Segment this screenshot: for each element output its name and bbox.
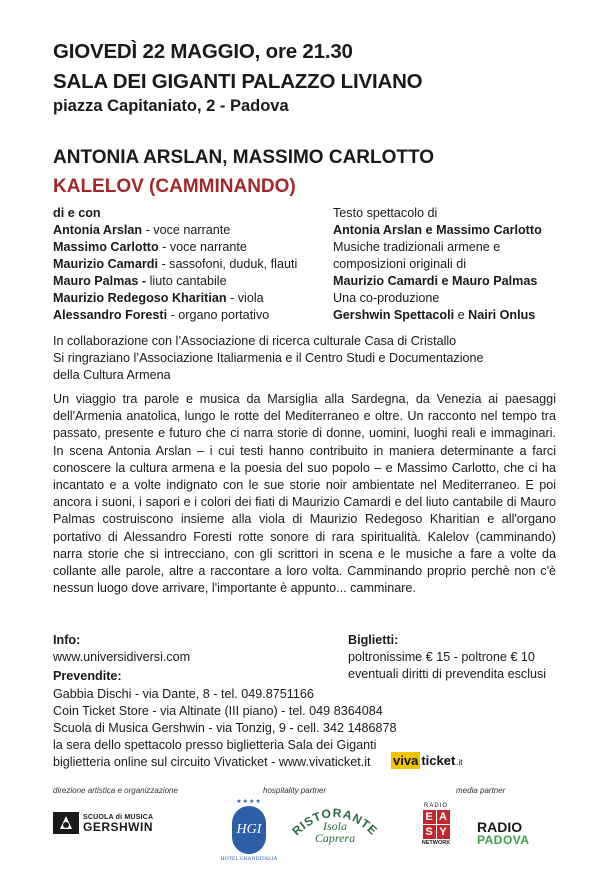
gershwin-logo: SCUOLA di MUSICA GERSHWIN: [53, 812, 153, 834]
cast-member: Maurizio Redegoso Kharitian - viola: [53, 291, 264, 305]
collaboration-notes: In collaborazione con l’Associazione di ricerca culturale Casa di Cristallo Si ringraziano l’Associazione Italiarmenia e il Centro Studi e Documentazione della Cultura Armena: [53, 334, 484, 382]
tickets-label: Biglietti:: [348, 633, 399, 647]
vivaticket-logo: viva ticket .it: [393, 752, 463, 768]
radio-padova-logo: RADIO PADOVA: [477, 819, 530, 847]
music-label: composizioni originali di: [333, 257, 466, 271]
cast-member: Maurizio Camardi - sassofoni, duduk, flauti: [53, 257, 298, 271]
credits: Testo spettacolo di Antonia Arslan e Massimo Carlotto Musiche tradizionali armene e composizioni originali di Maurizio Camardi e Mauro Palmas Una co-produzione Gershwin Spettacoli e Nairi Onlus: [333, 205, 573, 324]
radio-easy-logo: RADIO E A S Y NETWORK: [421, 803, 451, 846]
media-caption: media partner: [456, 786, 506, 795]
presale-point: Gabbia Dischi - via Dante, 8 - tel. 049.8751166: [53, 687, 314, 701]
presale-point: la sera dello spettacolo presso biglietteria Sala dei Giganti: [53, 738, 377, 752]
cast-member: Massimo Carlotto - voce narrante: [53, 240, 247, 254]
ticket-note: eventuali diritti di prevendita esclusi: [348, 667, 547, 681]
show-description: Un viaggio tra parole e musica da Marsiglia alla Sardegna, da Venezia ai paesaggi dell'Armenia anatolica, lungo le rotte del Mediterraneo e oltre. Un racconto nel tempo tra passato, presente e futuro che ci narra storie di donne, uomini, luoghi reali e immaginari. In scena Antonia Arslan – i cui testi hanno contribuito in maniera determinante a farci conoscere la cultura armena e la poesia del suo popolo – e Massimo Carlotto, che ci ha incantato e a volte indignato con le sue storie noir ambientate nel Mediterraneo. E poi ancora i suoni, i sapori e i colori dei fiati di Maurizio Camardi e del liuto cantabile di Mauro Palmas costruiscono insieme alla viola di Maurizio Redegoso Kharitian e all'organo portativo di Alessandro Foresti rotte sonore di rara spiritualità. Kalelov (camminando) narra storie che si intrecciano, con gli scrittori in scena e le musiche a fare a volte da collante alle parole, altre a raccontare a loro volta. Camminando proprio perchè non c'è nessun luogo dove arrivare, l'importante è appunto... camminare.: [53, 392, 556, 596]
presale-point: Coin Ticket Store - via Altinate (III piano) - tel. 049 8364084: [53, 704, 383, 718]
presales-label: Prevendite:: [53, 669, 122, 683]
cast-heading: di e con: [53, 206, 101, 220]
text-authors: Antonia Arslan e Massimo Carlotto: [333, 223, 542, 237]
svg-text:RISTORANTE: RISTORANTE: [289, 805, 381, 839]
venue-name: SALA DEI GIGANTI PALAZZO LIVIANO: [53, 70, 423, 93]
coproducer: Nairi Onlus: [468, 308, 536, 322]
cast-member: Alessandro Foresti - organo portativo: [53, 308, 270, 322]
organization-caption: direzione artistica e organizzazione: [53, 786, 178, 795]
show-authors: ANTONIA ARSLAN, MASSIMO CARLOTTO: [53, 147, 435, 168]
presales-list: [53, 686, 396, 771]
music-label: Musiche tradizionali armene e: [333, 240, 501, 254]
show-title: KALELOV (CAMMINANDO): [53, 176, 296, 197]
hotel-granditalia-logo: ★★★★ HGI HOTEL GRANDITALIA: [218, 798, 280, 862]
coproduction-label: Una co-produzione: [333, 291, 440, 305]
stars-icon: ★★★★: [236, 799, 262, 805]
info-website[interactable]: www.universidiversi.com: [53, 650, 191, 664]
venue-address: piazza Capitaniato, 2 - Padova: [53, 97, 289, 115]
gershwin-emblem-icon: [53, 812, 79, 834]
ticket-prices: poltronissime € 15 - poltrone € 10: [348, 650, 535, 664]
coproducer: Gershwin Spettacoli: [333, 308, 455, 322]
cast-member: Antonia Arslan - voce narrante: [53, 223, 231, 237]
cast-list: [53, 205, 333, 324]
presale-point: Scuola di Musica Gershwin - via Tonzig, 9 - cell. 342 1486878: [53, 721, 397, 735]
music-authors: Maurizio Camardi e Mauro Palmas: [333, 274, 538, 288]
text-label: Testo spettacolo di: [333, 206, 438, 220]
hospitality-caption: hospitality partner: [263, 786, 327, 795]
info-label: Info:: [53, 633, 81, 647]
event-date: GIOVEDÌ 22 MAGGIO, ore 21.30: [53, 40, 353, 63]
ristorante-caprera-logo: RISTORANTE Isola Caprera: [289, 805, 381, 845]
presale-point: biglietteria online sul circuito Vivaticket - www.vivaticket.it: [53, 755, 371, 769]
cast-member: Mauro Palmas - liuto cantabile: [53, 274, 227, 288]
